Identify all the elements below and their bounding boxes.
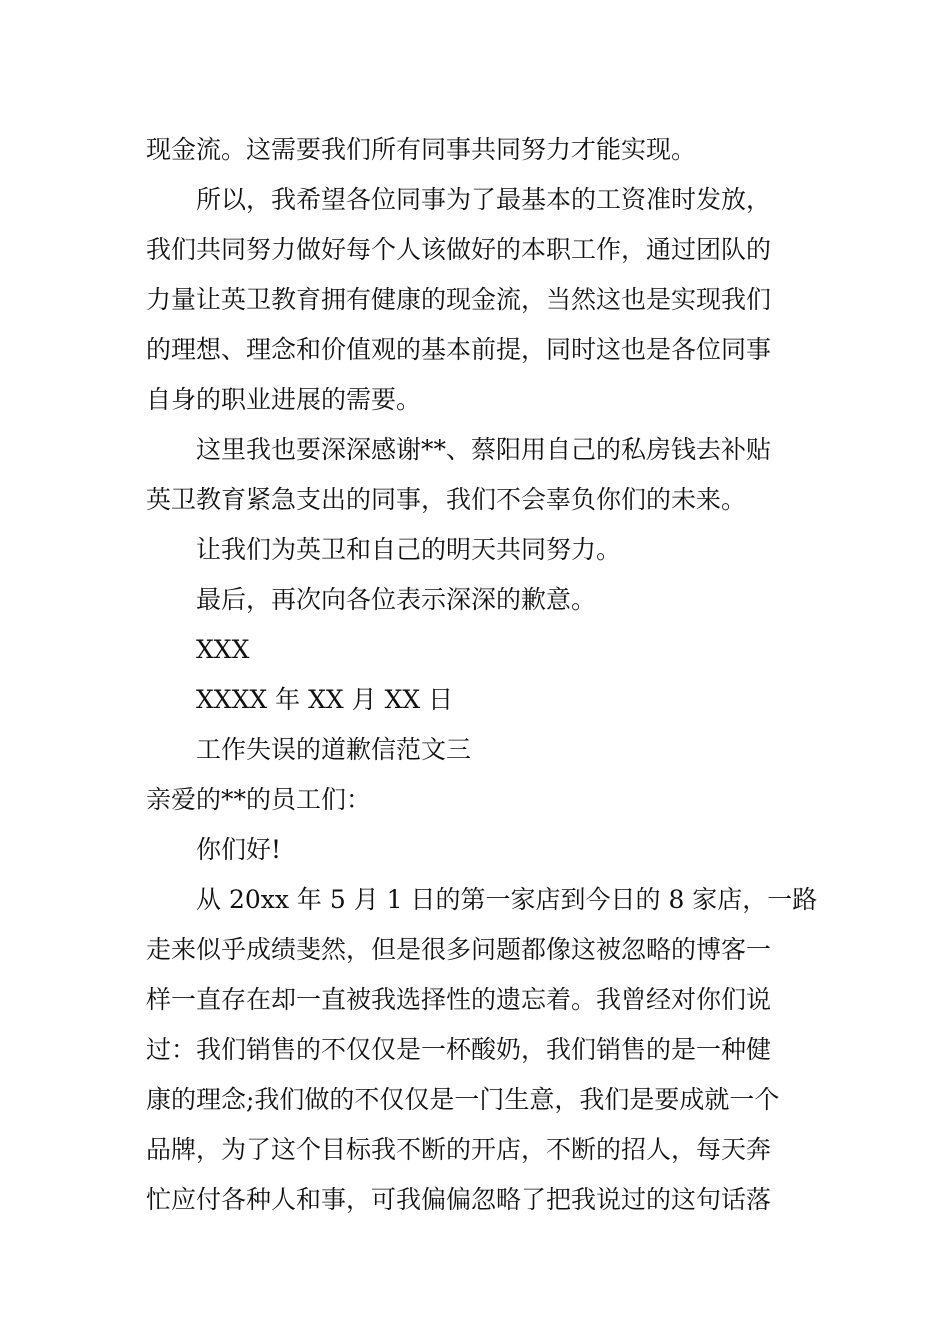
section-title: 工作失误的道歉信范文三 (196, 735, 472, 764)
text-line-1: 现金流。这需要我们所有同事共同努力才能实现。 (146, 135, 697, 164)
text-line-2: 所以，我希望各位同事为了最基本的工资准时发放， (196, 185, 772, 214)
text-line-17: 走来似乎成绩斐然，但是很多问题都像这被忽略的博客一 (146, 935, 772, 964)
text-line-5: 的理想、理念和价值观的基本前提，同时这也是各位同事 (146, 335, 772, 364)
text-line-6: 自身的职业进展的需要。 (146, 385, 422, 414)
text-line-16: 从 20xx 年 5 月 1 日的第一家店到今日的 8 家店，一路 (196, 885, 818, 914)
text-line-4: 力量让英卫教育拥有健康的现金流，当然这也是实现我们 (146, 285, 772, 314)
text-line-3: 我们共同努力做好每个人该做好的本职工作，通过团队的 (146, 235, 772, 264)
text-line-8: 英卫教育紧急支出的同事，我们不会辜负你们的未来。 (146, 485, 747, 514)
text-line-21: 品牌，为了这个目标我不断的开店，不断的招人，每天奔 (146, 1135, 772, 1164)
text-line-22: 忙应付各种人和事，可我偏偏忽略了把我说过的这句话落 (146, 1185, 772, 1214)
text-line-18: 样一直存在却一直被我选择性的遗忘着。我曾经对你们说 (146, 985, 772, 1014)
signature-date: XXXX 年 XX 月 XX 日 (196, 685, 454, 714)
greeting: 你们好! (196, 835, 282, 864)
text-line-20: 康的理念;我们做的不仅仅是一门生意，我们是要成就一个 (146, 1085, 780, 1114)
text-line-19: 过：我们销售的不仅仅是一杯酸奶，我们销售的是一种健 (146, 1035, 772, 1064)
text-line-10: 最后，再次向各位表示深深的歉意。 (196, 585, 597, 614)
salutation: 亲爱的**的员工们： (146, 785, 372, 814)
text-line-7: 这里我也要深深感谢**、蔡阳用自己的私房钱去补贴 (196, 435, 772, 464)
signature-name: XXX (196, 635, 250, 664)
text-line-9: 让我们为英卫和自己的明天共同努力。 (196, 535, 622, 564)
